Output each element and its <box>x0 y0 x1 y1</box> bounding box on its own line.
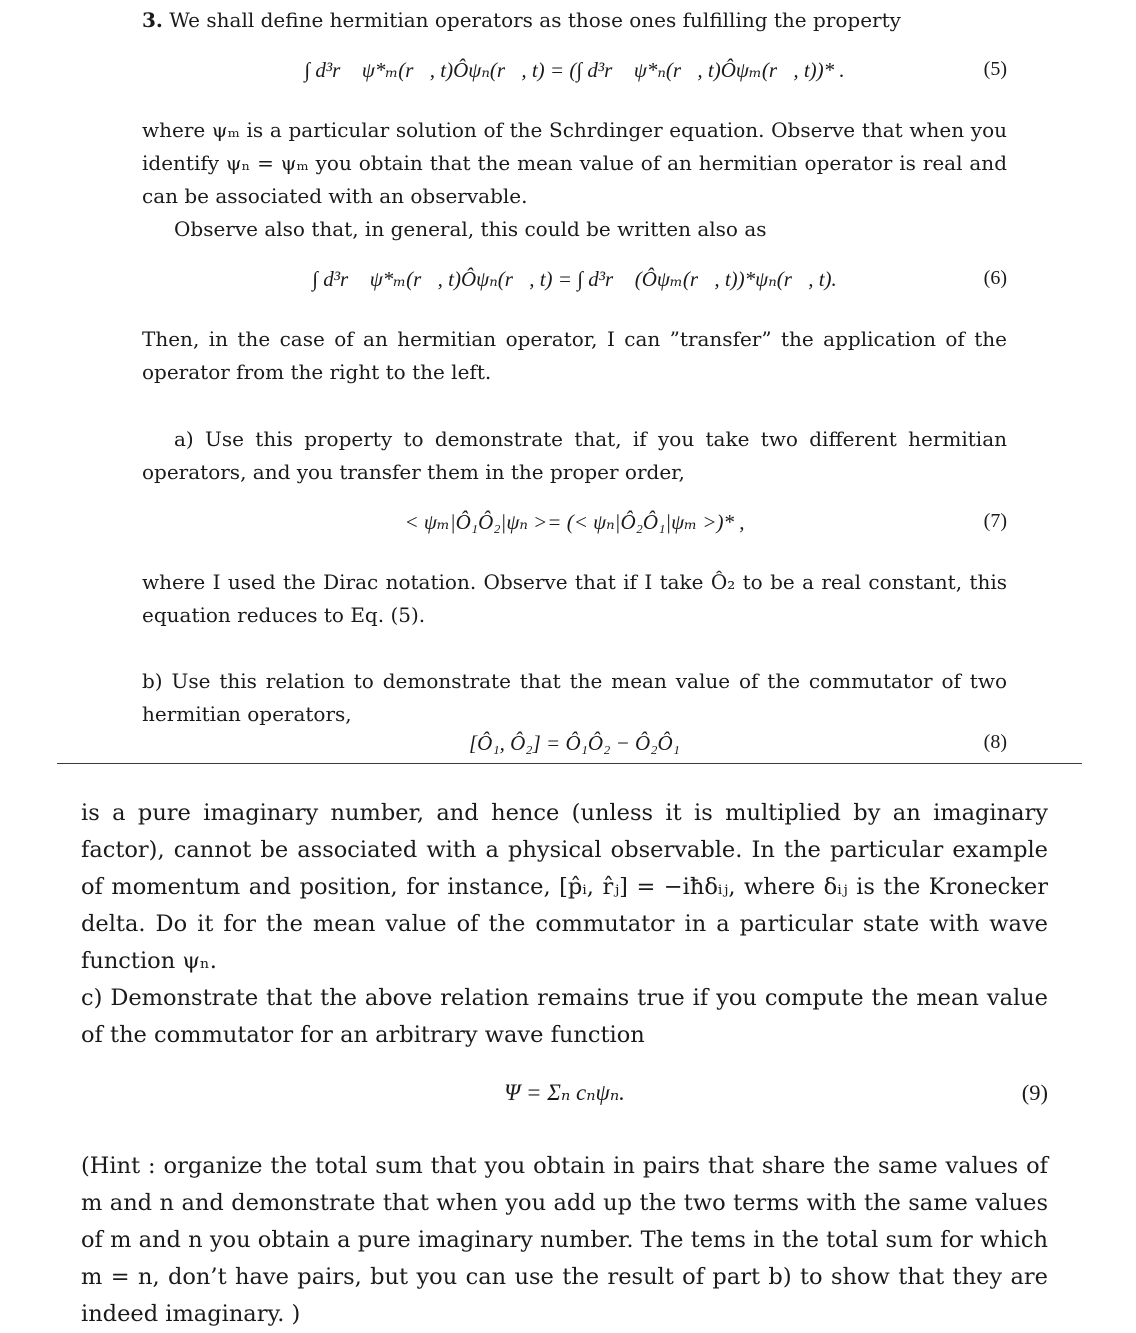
equation-6 <box>142 267 1007 313</box>
equation-5-number: (5) <box>983 58 1007 80</box>
equation-8-body: [Ô₁, Ô₂] = Ô₁Ô₂ − Ô₂Ô₁ <box>469 731 680 755</box>
equation-5 <box>142 58 1007 104</box>
paragraph-transfer: Then, in the case of an hermitian operator, I can ”transfer” the application of the operator from the right to the left. <box>142 327 1007 384</box>
equation-9-body: Ψ = Σₙ cₙψₙ. <box>504 1080 625 1105</box>
part-b-text: b) Use this relation to demonstrate that the mean value of the commutator of two hermitian operators, <box>142 669 1007 726</box>
equation-8-number: (8) <box>983 731 1007 753</box>
part-c-hint: (Hint : organize the total sum that you obtain in pairs that share the same values of m and n and demonstrate that when you add up the two terms with the same values of m and n you obtain a pure imaginary number. The tems in the total sum for which m = n, don’t have pairs, but you can use the result of part b) to show that they are indeed imaginary. ) <box>81 1153 1048 1327</box>
paragraph-observe <box>142 213 1007 246</box>
page-divider <box>57 763 1082 764</box>
problem-intro-text: We shall define hermitian operators as those ones fulfilling the property <box>169 8 901 32</box>
paragraph-schrodinger: where ψₘ is a particular solution of the Schrdinger equation. Observe that when you identify ψₙ = ψₘ you obtain that the mean value of an hermitian operator is real and can be associated with an observable. <box>142 118 1007 208</box>
equation-9-number: (9) <box>1021 1080 1048 1105</box>
paragraph-observe-text: Observe also that, in general, this could be written also as <box>174 217 767 241</box>
equation-6-body: ∫ d³r⃗ ψ*ₘ(r⃗, t)Ôψₙ(r⃗, t) = ∫ d³r⃗ (Ôψₘ(r⃗, t))*ψₙ(r⃗, t). <box>312 267 837 291</box>
equation-7-body: < ψₘ|Ô₁Ô₂|ψₙ >= (< ψₙ|Ô₂Ô₁|ψₘ >)* , <box>404 510 745 534</box>
problem-intro <box>142 4 1007 37</box>
part-a-text <box>142 423 1007 489</box>
equation-7-number: (7) <box>983 510 1007 532</box>
part-c-text: c) Demonstrate that the above relation remains true if you compute the mean value of the commutator for an arbitrary wave function <box>81 985 1048 1048</box>
equation-6-number: (6) <box>983 267 1007 289</box>
equation-5-body: ∫ d³r⃗ ψ*ₘ(r⃗, t)Ôψₙ(r⃗, t) = (∫ d³r⃗ ψ*ₙ(r⃗, t)Ôψₘ(r⃗, t))* . <box>304 58 845 82</box>
part-b-after: is a pure imaginary number, and hence (unless it is multiplied by an imaginary factor), cannot be associated with a physical observable. In the particular example of momentum and position, for instance, [p̂ᵢ, r̂ⱼ] = −iħδᵢⱼ, where δᵢⱼ is the Kronecker delta. Do it for the mean value of the commutator in a particular state with wave function ψₙ. <box>81 800 1048 974</box>
equation-7 <box>142 510 1007 556</box>
part-a-after: where I used the Dirac notation. Observe that if I take Ô₂ to be a real constant, this equation reduces to Eq. (5). <box>142 570 1007 627</box>
part-a-statement: a) Use this property to demonstrate that, if you take two different hermitian operators, and you transfer them in the proper order, <box>142 427 1007 484</box>
equation-8 <box>142 731 1007 777</box>
problem-number: 3. <box>142 8 163 32</box>
equation-9 <box>81 1080 1048 1126</box>
